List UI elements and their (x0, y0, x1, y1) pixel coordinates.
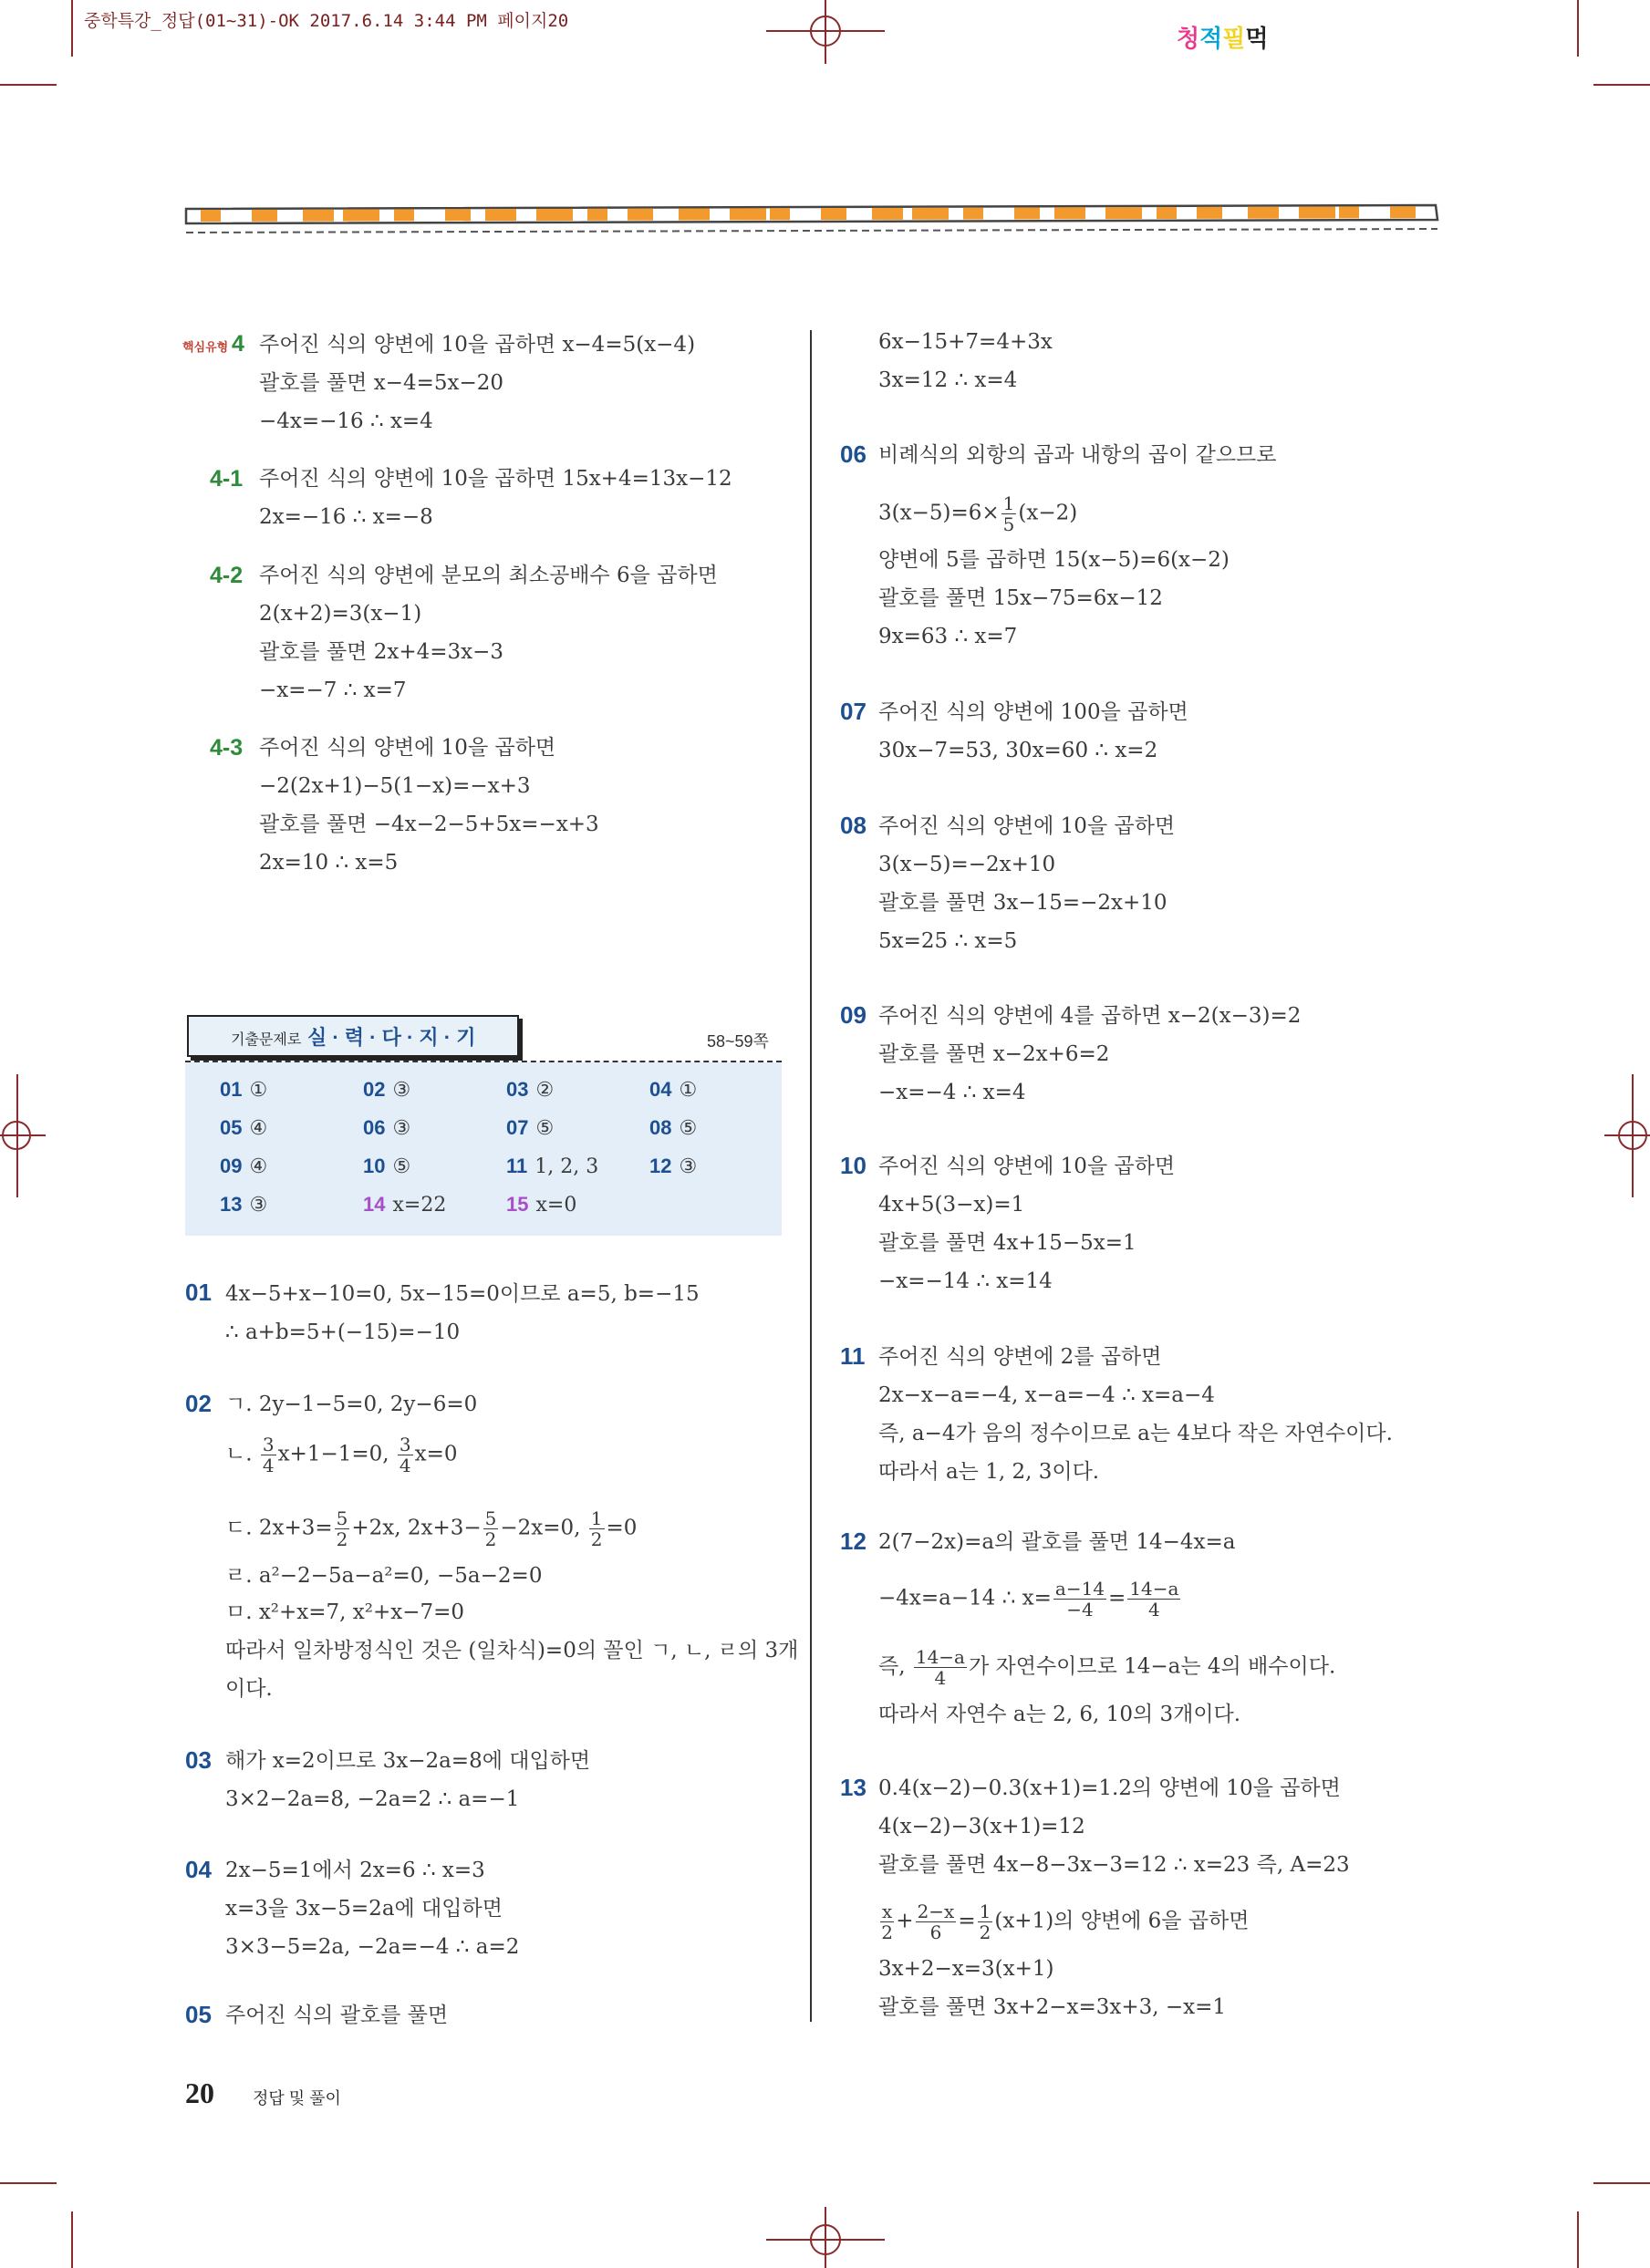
solution-line: ㅁ. x²+x=7, x²+x−7=0 (225, 1600, 465, 1624)
answer-item (363, 1155, 410, 1178)
answer-item (220, 1078, 267, 1102)
answer-grid (185, 1062, 782, 1236)
answer-value: ⑤ (535, 1117, 555, 1140)
problem-number: 4-2 (210, 563, 244, 588)
practice-label-prefix: 기출문제로 (231, 1032, 302, 1048)
solution-line-fraction: ㄷ. 2x+3= $\frac{5}{2}$ +2x, 2x+3− $\frac{5}{2}$ −2x=0, $\frac{1}{2}$ =0 (225, 1507, 638, 1550)
problem-number: 09 (840, 1001, 867, 1029)
ruler-block (303, 210, 334, 222)
solution-line: 4x+5(3−x)=1 (878, 1193, 1025, 1217)
ruler-block (201, 210, 221, 222)
solution-line: ∴ a+b=5+(−15)=−10 (225, 1320, 461, 1344)
brand-logo: 청적필먹 (1177, 25, 1269, 52)
solution-line: 2x−5=1에서 2x=6 ∴ x=3 (225, 1859, 485, 1882)
ruler-block (252, 210, 277, 222)
solution-line: 이다. (225, 1677, 273, 1701)
crop-mark (1577, 0, 1579, 57)
page-range: 58~59쪽 (707, 1032, 769, 1051)
answer-item (220, 1193, 267, 1217)
solution-line: 괄호를 풀면 2x+4=3x−3 (259, 640, 504, 664)
problem-number: 02 (185, 1390, 212, 1417)
solution-line-fraction: ㄴ. $\frac{3}{4}$ x+1−1=0, $\frac{3}{4}$ x=0 (225, 1434, 458, 1476)
answer-item (649, 1078, 697, 1102)
registration-mark (766, 0, 885, 64)
solution-line: 주어진 식의 양변에 10을 곱하면 (878, 814, 1176, 838)
solution-line: 괄호를 풀면 −4x−2−5+5x=−x+3 (259, 813, 599, 836)
solution-line: −x=−14 ∴ x=14 (878, 1269, 1053, 1293)
solution-line: 즉, a−4가 음의 정수이므로 a는 4보다 작은 자연수이다. (878, 1422, 1393, 1445)
answer-item (649, 1155, 697, 1178)
problem-number: 04 (185, 1856, 212, 1883)
ruler-block (343, 210, 379, 222)
solution-line: 괄호를 풀면 4x−8−3x−3=12 ∴ x=23 즉, A=23 (878, 1853, 1350, 1877)
registration-mark (1604, 1076, 1650, 1195)
ruler-block (1054, 207, 1085, 219)
ruler-block (485, 209, 516, 221)
answer-value: ② (535, 1079, 555, 1102)
solution-line: 주어진 식의 양변에 2를 곱하면 (878, 1345, 1162, 1369)
answer-item (649, 1116, 697, 1140)
problem-number: 03 (185, 1746, 212, 1774)
solution-line: 괄호를 풀면 4x+15−5x=1 (878, 1231, 1136, 1255)
solution-line: 비례식의 외항의 곱과 내항의 곱이 같으므로 (878, 443, 1277, 467)
answer-number: 13 (220, 1193, 243, 1216)
solution-line: 2(x+2)=3(x−1) (259, 602, 422, 626)
solution-line: 주어진 식의 양변에 100을 곱하면 (878, 700, 1188, 724)
solution-line: 2x−x−a=−4, x−a=−4 ∴ x=a−4 (878, 1383, 1215, 1407)
answer-number: 08 (649, 1116, 672, 1139)
solution-line: 2x=−16 ∴ x=−8 (259, 505, 433, 529)
practice-label-box (187, 1015, 519, 1057)
answer-number: 05 (220, 1116, 243, 1139)
ruler-block (394, 209, 414, 221)
registration-mark (766, 2207, 885, 2268)
solution-line: 3×3−5=2a, −2a=−4 ∴ a=2 (225, 1935, 520, 1959)
solution-line: 주어진 식의 양변에 10을 곱하면 x−4=5(x−4) (259, 333, 696, 357)
answer-value: ① (679, 1079, 698, 1102)
solution-line: 따라서 일차방정식인 것은 (일차식)=0의 꼴인 ㄱ, ㄴ, ㄹ의 3개 (225, 1639, 799, 1662)
answer-number: 09 (220, 1155, 243, 1177)
solution-line: ㄹ. a²−2−5a−a²=0, −5a−2=0 (225, 1564, 543, 1588)
ruler-block (1014, 207, 1040, 219)
problem-number: 07 (840, 698, 867, 725)
answer-value: ④ (249, 1155, 268, 1178)
solution-line: 괄호를 풀면 x−2x+6=2 (878, 1042, 1110, 1066)
practice-label-title: 실 · 력 · 다 · 지 · 기 (307, 1026, 476, 1049)
solution-line: 주어진 식의 양변에 10을 곱하면 (259, 736, 556, 760)
solution-line: 따라서 자연수 a는 2, 6, 10의 3개이다. (878, 1703, 1241, 1726)
ruler-block (963, 208, 983, 220)
ruler-block (587, 209, 607, 221)
problem-number: 10 (840, 1152, 867, 1179)
crop-mark (1593, 84, 1650, 86)
answer-number: 04 (649, 1078, 672, 1101)
answer-item (506, 1155, 598, 1178)
page-number: 20 (185, 2076, 214, 2109)
solution-line: 주어진 식의 양변에 분모의 최소공배수 6을 곱하면 (259, 564, 718, 587)
solution-line: 3(x−5)=−2x+10 (878, 853, 1056, 876)
solution-line: 따라서 a는 1, 2, 3이다. (878, 1460, 1100, 1484)
solution-line: 5x=25 ∴ x=5 (878, 929, 1018, 953)
registration-mark (0, 1076, 46, 1195)
ruler-block (821, 208, 846, 220)
ruler-block (445, 209, 471, 221)
answer-value: ⑤ (679, 1117, 698, 1140)
solution-line: 괄호를 풀면 3x−15=−2x+10 (878, 891, 1167, 915)
answer-value: ③ (249, 1194, 268, 1217)
answer-item (363, 1116, 410, 1140)
answer-value: ③ (679, 1155, 698, 1178)
problem-number: 06 (840, 440, 867, 468)
column-divider (810, 330, 812, 2022)
solution-line: 4x−5+x−10=0, 5x−15=0이므로 a=5, b=−15 (225, 1282, 700, 1306)
crop-mark (71, 0, 73, 57)
decorative-ruler-banner (182, 196, 1441, 237)
answer-number: 02 (363, 1078, 386, 1101)
answer-number: 14 (363, 1193, 386, 1216)
solution-line: 주어진 식의 괄호를 풀면 (225, 2004, 449, 2027)
crop-mark (1593, 2182, 1650, 2184)
solution-line: 주어진 식의 양변에 4를 곱하면 x−2(x−3)=2 (878, 1004, 1302, 1028)
ruler-block (770, 208, 790, 220)
solution-line: 3×2−2a=8, −2a=2 ∴ a=−1 (225, 1787, 520, 1811)
solution-line: ㄱ. 2y−1−5=0, 2y−6=0 (225, 1393, 478, 1416)
answer-item (220, 1116, 267, 1140)
crop-mark (1577, 2211, 1579, 2268)
ruler-block (628, 209, 653, 221)
solution-line: 괄호를 풀면 3x+2−x=3x+3, −x=1 (878, 1995, 1227, 2019)
answer-number: 15 (506, 1193, 529, 1216)
problem-number: 4-1 (210, 466, 244, 492)
solution-line: −2(2x+1)−5(1−x)=−x+3 (259, 774, 531, 798)
answer-value: 1, 2, 3 (534, 1155, 599, 1178)
solution-line-fraction: 3(x−5)=6× $\frac{1}{5}$ (x−2) (878, 492, 1078, 535)
solution-line: 2x=10 ∴ x=5 (259, 851, 399, 875)
answer-value: ⑤ (392, 1155, 411, 1178)
ruler-block (912, 208, 949, 220)
solution-line: 주어진 식의 양변에 10을 곱하면 15x+4=13x−12 (259, 467, 732, 491)
solution-line: 9x=63 ∴ x=7 (878, 625, 1018, 648)
solution-line: 괄호를 풀면 15x−75=6x−12 (878, 586, 1163, 610)
answer-value: x=22 (392, 1194, 447, 1217)
answer-item (363, 1078, 410, 1102)
answer-number: 10 (363, 1155, 386, 1177)
ruler-block (1197, 207, 1222, 219)
answer-value: ④ (249, 1117, 268, 1140)
answer-item (506, 1078, 554, 1102)
problem-number: 01 (185, 1279, 212, 1306)
solution-line-fraction: −4x=a−14 ∴ x= $\frac{a-14}{-4}$ = $\frac{14-a}{4}$ (878, 1578, 1179, 1621)
ruler-block (1248, 207, 1279, 219)
answer-value: ① (249, 1079, 268, 1102)
problem-number: 4-3 (210, 735, 244, 761)
solution-line: 양변에 5를 곱하면 15(x−5)=6(x−2) (878, 548, 1230, 572)
solution-line: 2(7−2x)=a의 괄호를 풀면 14−4x=a (878, 1530, 1236, 1554)
ruler-block (872, 208, 903, 220)
answer-value: ③ (392, 1079, 411, 1102)
problem-number: 11 (840, 1342, 866, 1370)
solution-line: 3x=12 ∴ x=4 (878, 368, 1018, 392)
answer-item (363, 1193, 446, 1217)
solution-line: −4x=−16 ∴ x=4 (259, 409, 433, 433)
answer-number: 01 (220, 1078, 243, 1101)
ruler-block (1105, 207, 1142, 219)
crop-mark (0, 2182, 57, 2184)
file-info: 중학특강_정답(01~31)-OK 2017.6.14 3:44 PM 페이지20 (84, 11, 569, 31)
solution-line-fraction: 즉, $\frac{14-a}{4}$ 가 자연수이므로 14−a는 4의 배수이다. (878, 1646, 1336, 1689)
solution-line: −x=−7 ∴ x=7 (259, 678, 407, 702)
problem-number: 08 (840, 812, 867, 839)
ruler-block (730, 208, 766, 220)
ruler-block (1390, 206, 1416, 218)
answer-item (506, 1116, 554, 1140)
problem-number: 13 (840, 1774, 867, 1801)
core-type-tag: 핵심유형 (182, 340, 229, 354)
problem-number: 05 (185, 2001, 212, 2028)
answer-number: 07 (506, 1116, 529, 1139)
solution-line: 4(x−2)−3(x+1)=12 (878, 1815, 1085, 1838)
solution-line: 주어진 식의 양변에 10을 곱하면 (878, 1155, 1176, 1178)
solution-line: 0.4(x−2)−0.3(x+1)=1.2의 양변에 10을 곱하면 (878, 1776, 1341, 1800)
ruler-block (1339, 206, 1359, 218)
solution-line-fraction: $\frac{x}{2}$ + $\frac{2-x}{6}$ = $\frac{1}{2}$ (x+1)의 양변에 6을 곱하면 (881, 1900, 1250, 1943)
ruler-block (1299, 207, 1335, 219)
ruler-block (1157, 207, 1177, 219)
footer-label: 정답 및 풀이 (253, 2089, 341, 2107)
ruler-block (536, 209, 573, 221)
solution-line: 3x+2−x=3(x+1) (878, 1957, 1054, 1981)
solution-line: −x=−4 ∴ x=4 (878, 1081, 1026, 1104)
solution-line: 괄호를 풀면 x−4=5x−20 (259, 371, 504, 395)
crop-mark (0, 84, 57, 86)
answer-number: 12 (649, 1155, 672, 1177)
problem-number: 4 (232, 331, 244, 357)
answer-number: 06 (363, 1116, 386, 1139)
answer-number: 11 (506, 1155, 528, 1177)
solution-line: 6x−15+7=4+3x (878, 330, 1053, 354)
solution-line: 30x−7=53, 30x=60 ∴ x=2 (878, 739, 1158, 762)
crop-mark (71, 2211, 73, 2268)
answer-item (220, 1155, 267, 1178)
problem-number: 12 (840, 1528, 867, 1555)
answer-value: x=0 (535, 1194, 577, 1217)
solution-line: x=3을 3x−5=2a에 대입하면 (225, 1897, 503, 1921)
answer-item (506, 1193, 576, 1217)
ruler-block (679, 209, 710, 221)
answer-value: ③ (392, 1117, 411, 1140)
answer-number: 03 (506, 1078, 529, 1101)
solution-line: 해가 x=2이므로 3x−2a=8에 대입하면 (225, 1749, 591, 1773)
